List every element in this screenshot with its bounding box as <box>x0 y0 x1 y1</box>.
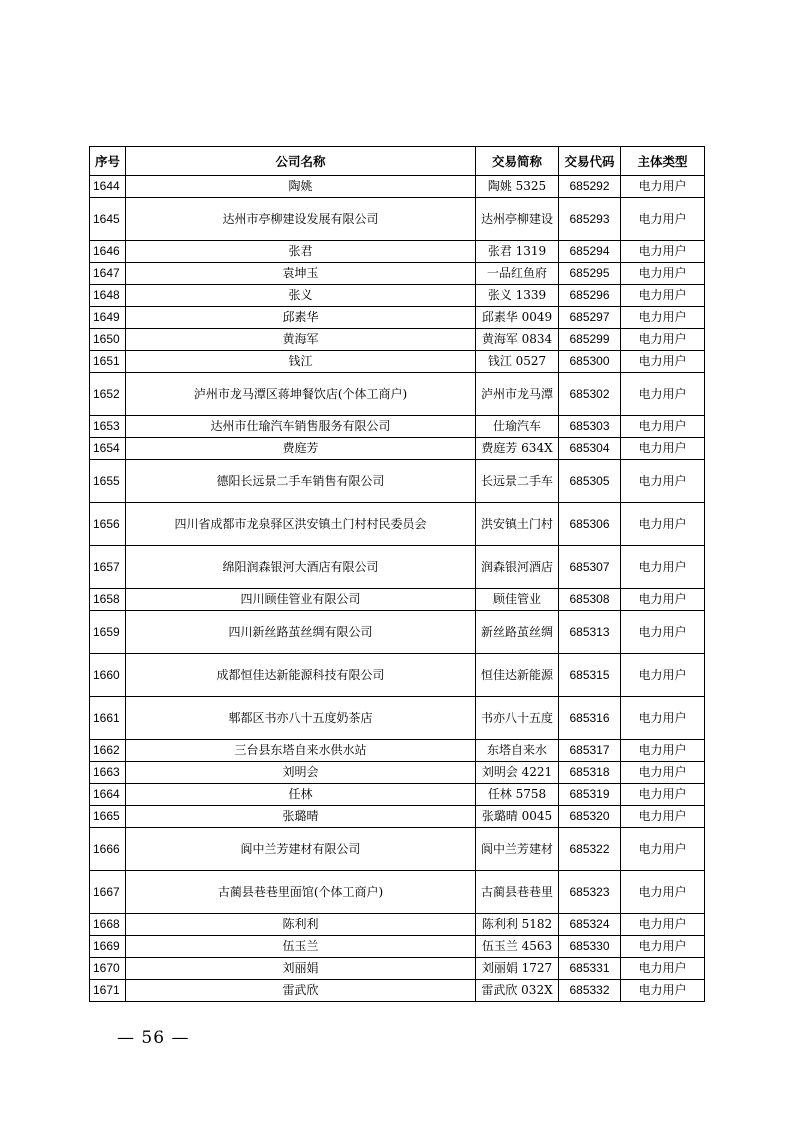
entity-type-cell: 电力用户 <box>621 871 705 914</box>
seq-cell: 1646 <box>90 241 126 263</box>
seq-cell: 1662 <box>90 740 126 762</box>
entity-type-cell: 电力用户 <box>621 980 705 1002</box>
trade-code-cell: 685304 <box>559 438 621 460</box>
company-name-cell: 张义 <box>126 285 476 307</box>
header-entity-type: 主体类型 <box>621 147 705 176</box>
trade-code-cell: 685305 <box>559 460 621 503</box>
trade-code-cell: 685332 <box>559 980 621 1002</box>
company-name-cell: 刘丽娟 <box>126 958 476 980</box>
entity-type-cell: 电力用户 <box>621 784 705 806</box>
table-row <box>90 784 705 806</box>
trade-code-cell: 685330 <box>559 936 621 958</box>
trade-code-cell: 685295 <box>559 263 621 285</box>
seq-cell: 1644 <box>90 176 126 198</box>
entity-type-cell: 电力用户 <box>621 503 705 546</box>
trade-abbr-cell: 费庭芳 634X <box>476 438 559 460</box>
header-trade-code: 交易代码 <box>559 147 621 176</box>
seq-cell: 1665 <box>90 806 126 828</box>
header-seq: 序号 <box>90 147 126 176</box>
trade-code-cell: 685292 <box>559 176 621 198</box>
table-row <box>90 329 705 351</box>
trade-abbr-cell: 陶姚 5325 <box>476 176 559 198</box>
table-row <box>90 980 705 1002</box>
trade-abbr-cell: 东塔自来水 <box>476 740 559 762</box>
trade-code-cell: 685294 <box>559 241 621 263</box>
trade-abbr-cell: 刘明会 4221 <box>476 762 559 784</box>
table-row <box>90 958 705 980</box>
seq-cell: 1654 <box>90 438 126 460</box>
entity-type-cell: 电力用户 <box>621 351 705 373</box>
entity-type-cell: 电力用户 <box>621 460 705 503</box>
trade-abbr-cell: 泸州市龙马潭 <box>476 373 559 416</box>
entity-type-cell: 电力用户 <box>621 176 705 198</box>
table-row <box>90 611 705 654</box>
trade-abbr-cell: 张君 1319 <box>476 241 559 263</box>
trade-abbr-cell: 任林 5758 <box>476 784 559 806</box>
trade-abbr-cell: 阆中兰芳建材 <box>476 828 559 871</box>
entity-type-cell: 电力用户 <box>621 914 705 936</box>
trade-code-cell: 685302 <box>559 373 621 416</box>
trade-abbr-cell: 仕瑜汽车 <box>476 416 559 438</box>
table-row <box>90 762 705 784</box>
seq-cell: 1661 <box>90 697 126 740</box>
table-row <box>90 198 705 241</box>
company-name-cell: 费庭芳 <box>126 438 476 460</box>
trade-code-cell: 685297 <box>559 307 621 329</box>
table-row <box>90 373 705 416</box>
trade-code-cell: 685307 <box>559 546 621 589</box>
entity-type-cell: 电力用户 <box>621 241 705 263</box>
entity-type-cell: 电力用户 <box>621 589 705 611</box>
trade-code-cell: 685319 <box>559 784 621 806</box>
table-row <box>90 740 705 762</box>
entity-type-cell: 电力用户 <box>621 828 705 871</box>
table-row <box>90 416 705 438</box>
header-trade-abbr: 交易简称 <box>476 147 559 176</box>
table-row <box>90 589 705 611</box>
trade-abbr-cell: 洪安镇土门村 <box>476 503 559 546</box>
seq-cell: 1663 <box>90 762 126 784</box>
table-row <box>90 914 705 936</box>
trade-abbr-cell: 伍玉兰 4563 <box>476 936 559 958</box>
table-row <box>90 503 705 546</box>
seq-cell: 1649 <box>90 307 126 329</box>
table-row <box>90 176 705 198</box>
table-row <box>90 351 705 373</box>
company-name-cell: 张璐晴 <box>126 806 476 828</box>
seq-cell: 1647 <box>90 263 126 285</box>
trade-code-cell: 685299 <box>559 329 621 351</box>
company-name-cell: 邱素华 <box>126 307 476 329</box>
trade-abbr-cell: 一品红鱼府 <box>476 263 559 285</box>
table-row <box>90 438 705 460</box>
seq-cell: 1656 <box>90 503 126 546</box>
table-row <box>90 241 705 263</box>
company-name-cell: 达州市仕瑜汽车销售服务有限公司 <box>126 416 476 438</box>
company-name-cell: 德阳长远景二手车销售有限公司 <box>126 460 476 503</box>
trade-code-cell: 685324 <box>559 914 621 936</box>
seq-cell: 1655 <box>90 460 126 503</box>
company-name-cell: 古蔺县巷巷里面馆(个体工商户) <box>126 871 476 914</box>
seq-cell: 1667 <box>90 871 126 914</box>
company-name-cell: 陶姚 <box>126 176 476 198</box>
company-name-cell: 四川省成都市龙泉驿区洪安镇土门村村民委员会 <box>126 503 476 546</box>
seq-cell: 1669 <box>90 936 126 958</box>
table-row <box>90 806 705 828</box>
page-number: — 56 — <box>117 1028 190 1048</box>
table-row <box>90 871 705 914</box>
trade-code-cell: 685320 <box>559 806 621 828</box>
table-row <box>90 697 705 740</box>
company-name-cell: 钱江 <box>126 351 476 373</box>
seq-cell: 1666 <box>90 828 126 871</box>
entity-type-cell: 电力用户 <box>621 762 705 784</box>
table-row <box>90 307 705 329</box>
trade-code-cell: 685308 <box>559 589 621 611</box>
seq-cell: 1671 <box>90 980 126 1002</box>
trade-code-cell: 685315 <box>559 654 621 697</box>
table-row <box>90 828 705 871</box>
entity-type-cell: 电力用户 <box>621 697 705 740</box>
trade-abbr-cell: 刘丽娟 1727 <box>476 958 559 980</box>
trade-abbr-cell: 陈利利 5182 <box>476 914 559 936</box>
trade-code-cell: 685316 <box>559 697 621 740</box>
table-body <box>90 176 705 1002</box>
trade-abbr-cell: 黄海军 0834 <box>476 329 559 351</box>
trade-abbr-cell: 恒佳达新能源 <box>476 654 559 697</box>
seq-cell: 1659 <box>90 611 126 654</box>
trade-abbr-cell: 钱江 0527 <box>476 351 559 373</box>
entity-type-cell: 电力用户 <box>621 373 705 416</box>
company-name-cell: 绵阳润森银河大酒店有限公司 <box>126 546 476 589</box>
seq-cell: 1664 <box>90 784 126 806</box>
seq-cell: 1660 <box>90 654 126 697</box>
seq-cell: 1668 <box>90 914 126 936</box>
trade-abbr-cell: 张义 1339 <box>476 285 559 307</box>
trade-code-cell: 685300 <box>559 351 621 373</box>
entity-type-cell: 电力用户 <box>621 611 705 654</box>
company-name-cell: 成都恒佳达新能源科技有限公司 <box>126 654 476 697</box>
trade-abbr-cell: 顾佳管业 <box>476 589 559 611</box>
entity-type-cell: 电力用户 <box>621 438 705 460</box>
table-row <box>90 654 705 697</box>
company-name-cell: 三台县东塔自来水供水站 <box>126 740 476 762</box>
entity-type-cell: 电力用户 <box>621 936 705 958</box>
entity-type-cell: 电力用户 <box>621 285 705 307</box>
table-row <box>90 460 705 503</box>
trade-abbr-cell: 新丝路茧丝绸 <box>476 611 559 654</box>
company-name-cell: 刘明会 <box>126 762 476 784</box>
seq-cell: 1653 <box>90 416 126 438</box>
company-name-cell: 阆中兰芳建材有限公司 <box>126 828 476 871</box>
seq-cell: 1652 <box>90 373 126 416</box>
trade-abbr-cell: 润森银河酒店 <box>476 546 559 589</box>
seq-cell: 1648 <box>90 285 126 307</box>
trade-code-cell: 685331 <box>559 958 621 980</box>
company-name-cell: 任林 <box>126 784 476 806</box>
company-name-cell: 袁坤玉 <box>126 263 476 285</box>
header-company-name: 公司名称 <box>126 147 476 176</box>
seq-cell: 1650 <box>90 329 126 351</box>
company-table <box>89 146 705 1002</box>
company-name-cell: 泸州市龙马潭区蒋坤餐饮店(个体工商户) <box>126 373 476 416</box>
trade-abbr-cell: 雷武欣 032X <box>476 980 559 1002</box>
entity-type-cell: 电力用户 <box>621 546 705 589</box>
trade-abbr-cell: 古蔺县巷巷里 <box>476 871 559 914</box>
trade-abbr-cell: 邱素华 0049 <box>476 307 559 329</box>
entity-type-cell: 电力用户 <box>621 307 705 329</box>
trade-code-cell: 685313 <box>559 611 621 654</box>
seq-cell: 1658 <box>90 589 126 611</box>
company-name-cell: 四川顾佳管业有限公司 <box>126 589 476 611</box>
trade-code-cell: 685322 <box>559 828 621 871</box>
company-name-cell: 陈利利 <box>126 914 476 936</box>
table-row <box>90 263 705 285</box>
entity-type-cell: 电力用户 <box>621 654 705 697</box>
company-name-cell: 伍玉兰 <box>126 936 476 958</box>
seq-cell: 1657 <box>90 546 126 589</box>
entity-type-cell: 电力用户 <box>621 958 705 980</box>
entity-type-cell: 电力用户 <box>621 806 705 828</box>
table-row <box>90 285 705 307</box>
trade-code-cell: 685317 <box>559 740 621 762</box>
company-name-cell: 张君 <box>126 241 476 263</box>
entity-type-cell: 电力用户 <box>621 740 705 762</box>
trade-abbr-cell: 长远景二手车 <box>476 460 559 503</box>
trade-abbr-cell: 书亦八十五度 <box>476 697 559 740</box>
company-name-cell: 黄海军 <box>126 329 476 351</box>
seq-cell: 1670 <box>90 958 126 980</box>
trade-code-cell: 685293 <box>559 198 621 241</box>
trade-code-cell: 685296 <box>559 285 621 307</box>
table-header-row <box>90 147 705 176</box>
trade-abbr-cell: 张璐晴 0045 <box>476 806 559 828</box>
seq-cell: 1651 <box>90 351 126 373</box>
seq-cell: 1645 <box>90 198 126 241</box>
trade-code-cell: 685323 <box>559 871 621 914</box>
table-row <box>90 546 705 589</box>
trade-code-cell: 685303 <box>559 416 621 438</box>
company-name-cell: 四川新丝路茧丝绸有限公司 <box>126 611 476 654</box>
entity-type-cell: 电力用户 <box>621 198 705 241</box>
table-row <box>90 936 705 958</box>
trade-abbr-cell: 达州亭柳建设 <box>476 198 559 241</box>
company-name-cell: 达州市亭柳建设发展有限公司 <box>126 198 476 241</box>
company-name-cell: 郫都区书亦八十五度奶茶店 <box>126 697 476 740</box>
company-name-cell: 雷武欣 <box>126 980 476 1002</box>
trade-code-cell: 685306 <box>559 503 621 546</box>
entity-type-cell: 电力用户 <box>621 416 705 438</box>
entity-type-cell: 电力用户 <box>621 263 705 285</box>
trade-code-cell: 685318 <box>559 762 621 784</box>
entity-type-cell: 电力用户 <box>621 329 705 351</box>
